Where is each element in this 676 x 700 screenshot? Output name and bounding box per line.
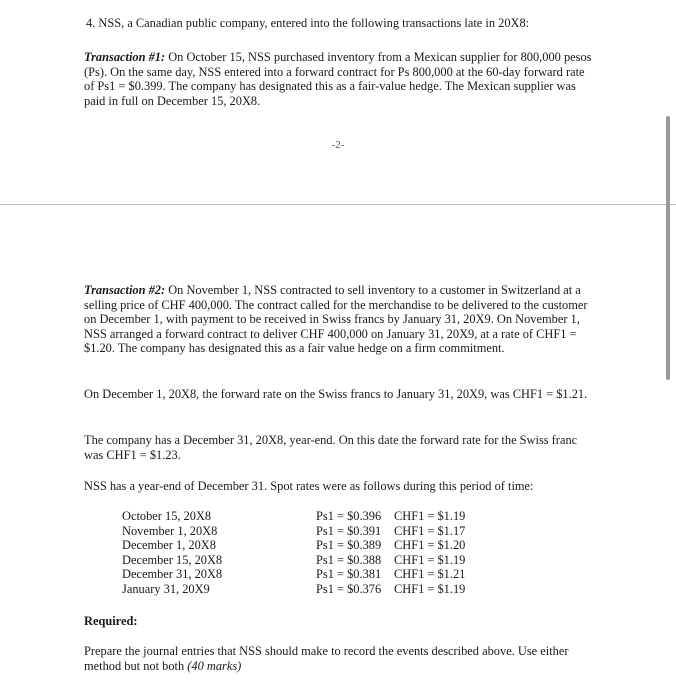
spot-rates-dates [122, 509, 222, 597]
page-number: -2- [331, 139, 345, 151]
spot-rate-row [316, 524, 465, 539]
yearend-forward-paragraph: The company has a December 31, 20X8, year-end. On this date the forward rate for the Swiss franc was CHF1 = $1.23. [84, 433, 578, 462]
transaction-2-text: On November 1, NSS contracted to sell inventory to a customer in Switzerland at a selling price of CHF 400,000. The contract called for the merchandise to be delivered to the customer on December 1, with payment to be received in Swiss francs by January 31, 20X9. On November 1, NSS arranged a forward contract to deliver CHF 400,000 on January 31, 20X9, at a rate of CHF1 = $1.20. The company has designated this as a fair value hedge on a firm commitment. [84, 283, 588, 356]
spot-rate-date: December 15, 20X8 [122, 552, 223, 567]
peso-rate: Ps1 = $0.381 [316, 567, 382, 582]
spot-rate-date: November 1, 20X8 [122, 523, 218, 538]
transaction-2-label: Transaction #2: [84, 283, 166, 297]
chf-rate: CHF1 = $1.19 [394, 581, 466, 596]
spot-rate-row [316, 553, 465, 568]
peso-rate: Ps1 = $0.376 [316, 581, 382, 596]
peso-rate: Ps1 = $0.396 [316, 509, 382, 523]
spot-rate-row [316, 538, 465, 553]
required-marks: (40 marks) [187, 658, 242, 673]
chf-rate: CHF1 = $1.19 [394, 509, 466, 523]
required-heading: Required: [84, 614, 138, 628]
transaction-1-label: Transaction #1: [84, 50, 166, 64]
chf-rate: CHF1 = $1.20 [394, 538, 466, 553]
transaction-2-paragraph [84, 283, 592, 356]
chf-rate: CHF1 = $1.19 [394, 552, 466, 567]
spot-rates-values [316, 509, 465, 597]
page-divider [0, 204, 676, 205]
transaction-1-text: On October 15, NSS purchased inventory from a Mexican supplier for 800,000 pesos (Ps). On the same day, NSS entered into a forward contract for Ps 800,000 at the 60-day forward rate of Ps1 = $0.399. The company has designated this as a fair-value hedge. The Mexican supplier was paid in full on December 15, 20X8. [84, 50, 592, 108]
spot-rate-date: January 31, 20X9 [122, 581, 210, 596]
spot-rate-row [316, 567, 465, 582]
peso-rate: Ps1 = $0.389 [316, 538, 382, 553]
spot-rate-date: December 1, 20X8 [122, 538, 216, 553]
chf-rate: CHF1 = $1.17 [394, 523, 466, 538]
spot-rate-row [316, 582, 465, 597]
spot-rate-date: December 31, 20X8 [122, 567, 223, 582]
question-title: 4. NSS, a Canadian public company, entered into the following transactions late in 20X8: [86, 16, 530, 30]
spot-rate-row [316, 509, 465, 524]
peso-rate: Ps1 = $0.388 [316, 552, 382, 567]
spot-rates-intro: NSS has a year-end of December 31. Spot rates were as follows during this period of time: [84, 479, 534, 493]
dec1-forward-paragraph: On December 1, 20X8, the forward rate on the Swiss francs to January 31, 20X9, was CHF1 = $1.21. [84, 387, 588, 401]
peso-rate: Ps1 = $0.391 [316, 523, 382, 538]
transaction-1-paragraph [84, 50, 592, 108]
required-text: Prepare the journal entries that NSS should make to record the events described above. Use either method but not both [84, 644, 569, 673]
chf-rate: CHF1 = $1.21 [394, 567, 466, 582]
vertical-scrollbar[interactable] [666, 116, 670, 380]
required-paragraph [84, 644, 592, 673]
spot-rate-date: October 15, 20X8 [122, 509, 212, 523]
